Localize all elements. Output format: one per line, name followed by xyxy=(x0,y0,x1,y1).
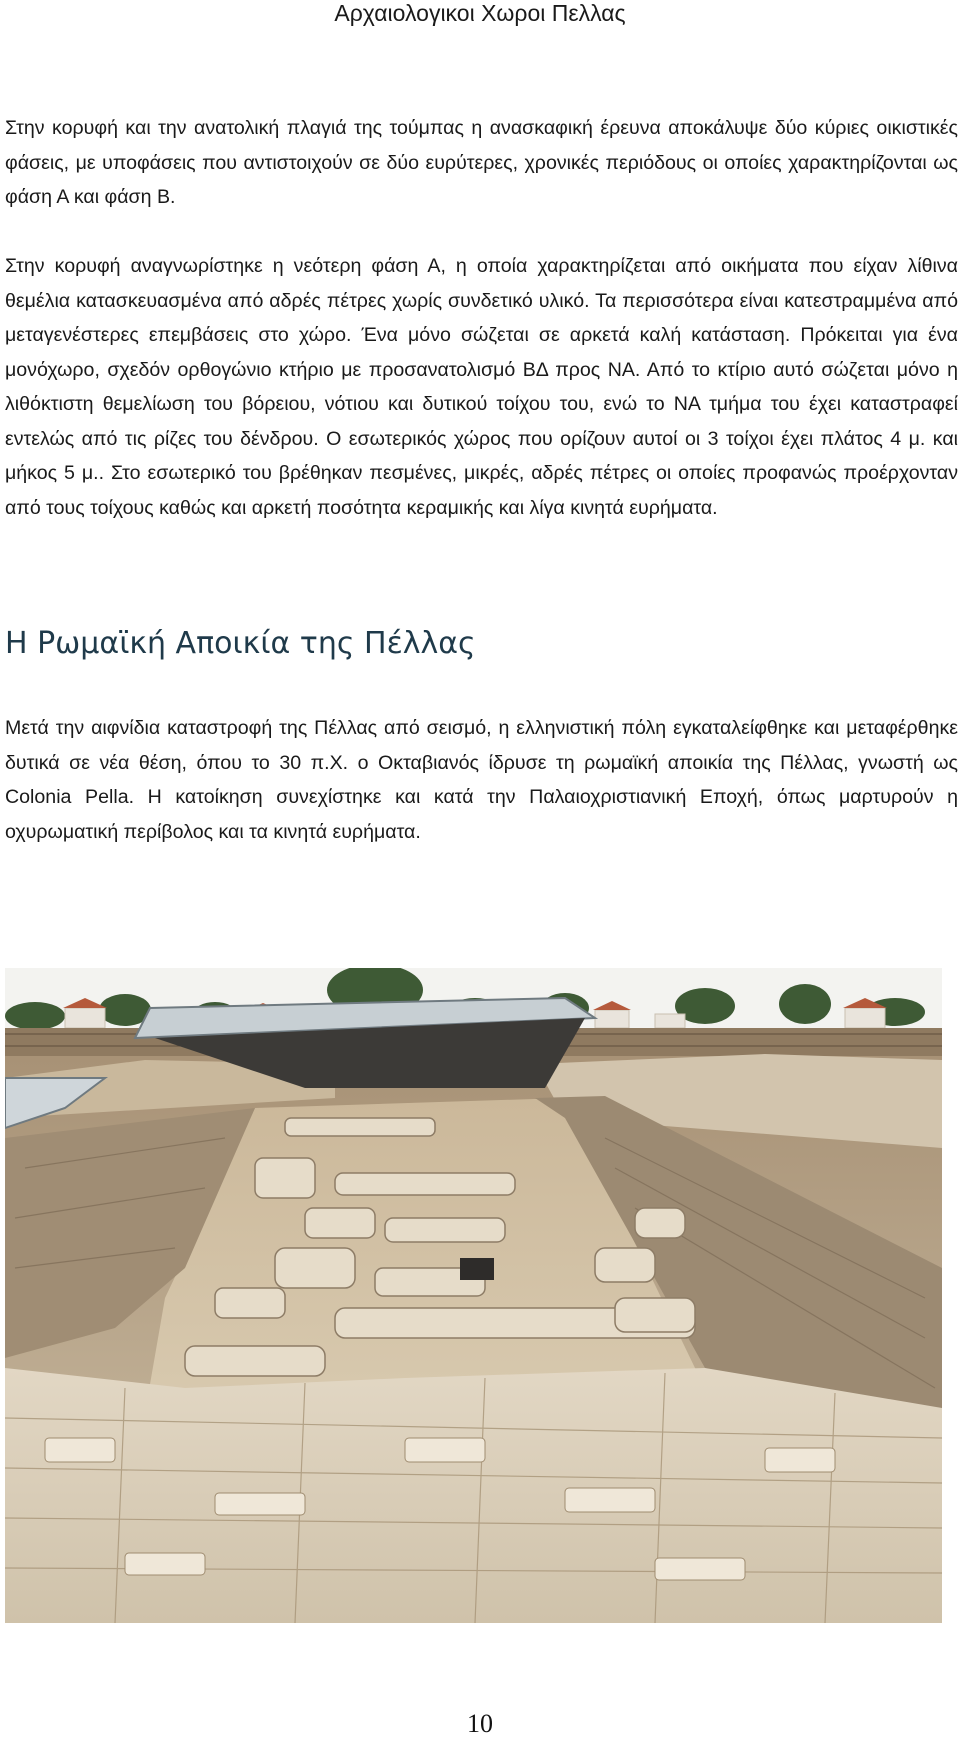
page-number: 10 xyxy=(467,1709,493,1738)
section-heading: Η Ρωμαϊκή Αποικία της Πέλλας xyxy=(5,626,476,661)
paragraph-phases: Στην κορυφή και την ανατολική πλαγιά της τούμπας η ανασκαφική έρευνα αποκάλυψε δύο κύριες οικιστικές φάσεις, με υποφάσεις που αντιστοιχούν σε δύο ευρύτερες, χρονικές περιόδους οι οποίες χαρακτηρίζονται ως φάση Α και φάση Β. xyxy=(5,117,958,208)
excavation-photo xyxy=(5,968,942,1623)
running-header: Αρχαιολογικοι Χωροι Πελλας xyxy=(334,0,626,26)
paragraph-phase-a: Στην κορυφή αναγνωρίστηκε η νεότερη φάση Α, η οποία χαρακτηρίζεται από οικήματα που είχαν λίθινα θεμέλια κατασκευασμένα από αδρές πέτρες χωρίς συνδετικό υλικό. Τα περισσότερα είναι κατεστραμμένα από μεταγενέστερες επεμβάσεις στο χώρο. Ένα μόνο σώζεται σε αρκετά καλή κατάσταση. Πρόκειται για ένα μονόχωρο, σχεδόν ορθογώνιο κτήριο με προσανατολισμό ΒΔ προς ΝΑ. Από το κτίριο αυτό σώζεται μόνο η λιθόκτιστη θεμελίωση του βόρειου, νότιου και δυτικού τοίχου του, ενώ το ΝΑ τμήμα του έχει καταστραφεί εντελώς από τις ρίζες του δένδρου. Ο εσωτερικός χώρος που ορίζουν αυτοί οι 3 τοίχοι έχει πλάτος 4 μ. και μήκος 5 μ.. Στο εσωτερικό του βρέθηκαν πεσμένες, μικρές, αδρές πέτρες οι οποίες προφανώς προέρχονταν από τους τοίχους καθώς και αρκετή ποσότητα κεραμικής και λίγα κινητά ευρήματα. xyxy=(5,255,958,519)
paragraph-roman-colony: Μετά την αιφνίδια καταστροφή της Πέλλας από σεισμό, η ελληνιστική πόλη εγκαταλείφθηκε και μεταφέρθηκε δυτικά σε νέα θέση, όπου το 30 π.Χ. ο Οκταβιανός ίδρυσε τη ρωμαϊκή αποικία της Πέλλας, γνωστή ως Colonia Pella. Η κατοίκηση συνεχίστηκε και κατά την Παλαιοχριστιανική Εποχή, όπως μαρτυρούν η οχυρωματική περίβολος και τα κινητά ευρήματα. xyxy=(5,717,958,843)
